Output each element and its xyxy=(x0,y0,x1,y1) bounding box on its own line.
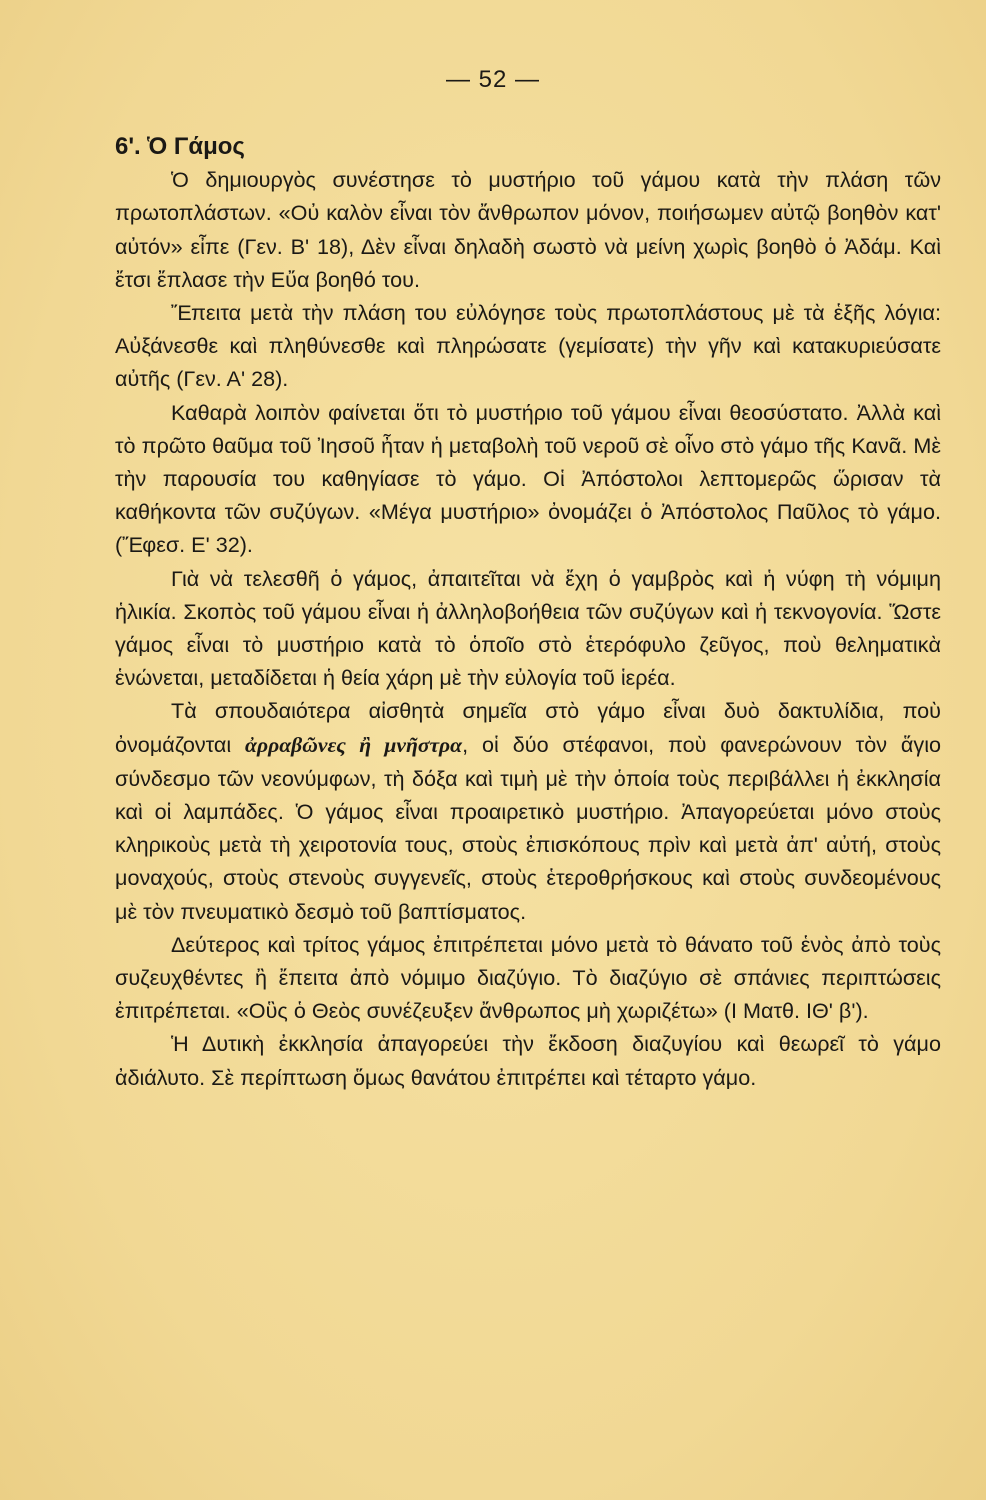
page-content xyxy=(115,130,941,1094)
paragraph-5-text-after: , οἱ δύο στέφανοι, ποὺ φανερώνουν τὸν ἅγιο σύνδεσμο τῶν νεονύμφων, τὴ δόξα καὶ τιμὴ μὲ τὴν ὁποία τοὺς περιβάλλει ἡ ἐκκλησία καὶ οἱ λαμπάδες. Ὁ γάμος εἶναι προαιρετικὸ μυστήριο. Ἀπαγορεύεται μόνο στοὺς κληρικοὺς μετὰ τὴ χειροτονία τους, στοὺς ἐπισκόπους πρὶν καὶ μετὰ ἀπ' αὐτή, στοὺς μοναχούς, στοὺς στενοὺς συγγενεῖς, στοὺς ἑτεροθρήσκους καὶ στοὺς συνδεομένους μὲ τὸν πνευματικὸ δεσμὸ τοῦ βαπτίσματος. xyxy=(115,731,941,924)
page-number: — 52 — xyxy=(445,66,541,93)
paragraph-2: Ἔπειτα μετὰ τὴν πλάση του εὐλόγησε τοὺς πρωτοπλάστους μὲ τὰ ἑξῆς λόγια: Αὐξάνεσθε καὶ πληθύνεσθε καὶ πληρώσατε (γεμίσατε) τὴν γῆν καὶ κατακυριεύσατε αὐτῆς (Γεν. Α' 28). xyxy=(115,300,941,392)
paragraph-3: Καθαρὰ λοιπὸν φαίνεται ὅτι τὸ μυστήριο τοῦ γάμου εἶναι θεοσύστατο. Ἀλλὰ καὶ τὸ πρῶτο θαῦμα τοῦ Ἰησοῦ ἦταν ἡ μεταβολὴ τοῦ νεροῦ σὲ οἶνο στὸ γάμο τῆς Κανᾶ. Μὲ τὴν παρουσία του καθηγίασε τὸ γάμο. Οἱ Ἀπόστολοι λεπτομερῶς ὥρισαν τὰ καθήκοντα τῶν συζύγων. «Μέγα μυστήριο» ὀνομάζει ὁ Ἀπόστολος Παῦλος τὸ γάμο. (Ἔφεσ. Ε' 32). xyxy=(115,399,941,558)
paragraph-5 xyxy=(115,694,941,927)
paragraph-5-emphasis: ἀρραβῶνες ἢ μνῆστρα xyxy=(245,732,463,757)
paragraph-5-text-before: Τὰ σπουδαιότερα αἰσθητὰ σημεῖα στὸ γάμο εἶναι δυὸ δακτυλίδια, ποὺ ὀνομάζονται xyxy=(115,698,941,757)
section-heading: 6'. Ὁ Γάμος xyxy=(115,133,245,160)
paragraph-1: Ὁ δημιουργὸς συνέστησε τὸ μυστήριο τοῦ γάμου κατὰ τὴν πλάση τῶν πρωτοπλάστων. «Οὐ καλὸν εἶναι τὸν ἄνθρωπον μόνον, ποιήσωμεν αὐτῷ βοηθὸν κατ' αὐτόν» εἶπε (Γεν. Β' 18), Δὲν εἶναι δηλαδὴ σωστὸ νὰ μείνη χωρὶς βοηθὸ ὁ Ἀδάμ. Καὶ ἔτσι ἔπλασε τὴν Εὔα βοηθό του. xyxy=(115,167,941,292)
paragraph-7: Ἡ Δυτικὴ ἐκκλησία ἀπαγορεύει τὴν ἔκδοση διαζυγίου καὶ θεωρεῖ τὸ γάμο ἀδιάλυτο. Σὲ περίπτωση ὅμως θανάτου ἐπιτρέπει καὶ τέταρτο γάμο. xyxy=(115,1031,941,1090)
paragraph-6: Δεύτερος καὶ τρίτος γάμος ἐπιτρέπεται μόνο μετὰ τὸ θάνατο τοῦ ἑνὸς ἀπὸ τοὺς συζευχθέντες ἢ ἔπειτα ἀπὸ νόμιμο διαζύγιο. Τὸ διαζύγιο σὲ σπάνιες περιπτώσεις ἐπιτρέπεται. «Οὓς ὁ Θεὸς συνέζευξεν ἄνθρωπος μὴ χωριζέτω» (Ι Ματθ. ΙΘ' β'). xyxy=(115,931,941,1024)
paragraph-4: Γιὰ νὰ τελεσθῆ ὁ γάμος, ἀπαιτεῖται νὰ ἔχη ὁ γαμβρὸς καὶ ἡ νύφη τὴ νόμιμη ἡλικία. Σκοπὸς τοῦ γάμου εἶναι ἡ ἀλληλοβοήθεια τῶν συζύγων καὶ ἡ τεκνογονία. Ὥστε γάμος εἶναι τὸ μυστήριο κατὰ τὸ ὁποῖο στὸ ἑτερόφυλο ζεῦγος, ποὺ θεληματικὰ ἑνώνεται, μεταδίδεται ἡ θεία χάρη μὲ τὴν εὐλογία τοῦ ἱερέα. xyxy=(115,565,941,691)
